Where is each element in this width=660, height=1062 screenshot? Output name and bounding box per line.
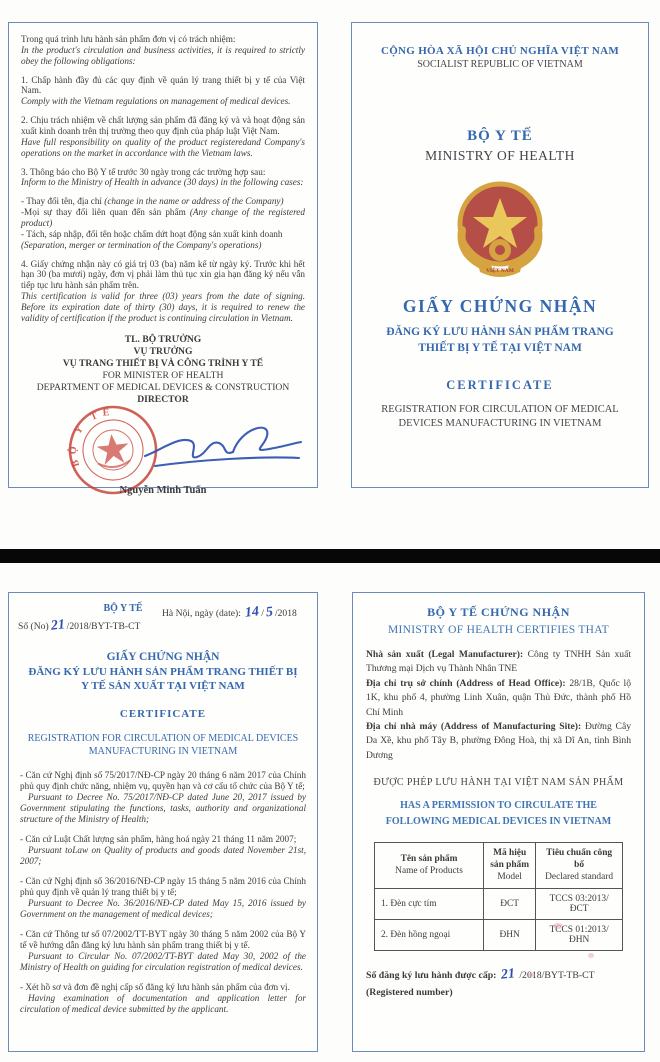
signoff-line-3: VỤ TRANG THIẾT BỊ VÀ CÔNG TRÌNH Y TẾ (62, 357, 264, 369)
citation-2 (20, 834, 306, 867)
signature-icon (139, 416, 307, 478)
page3-certificate-sub: REGISTRATION FOR CIRCULATION OF MEDICAL DEVICES MANUFACTURING IN VIETNAM (27, 732, 299, 757)
product-1-standard: TCCS 03:2013/ĐCT (536, 889, 623, 920)
obligation-2-vi: 2. Chịu trách nhiệm về chất lượng sản phẩm đã đăng ký và và hoạt động sản xuất kinh doanh trên thị trường theo quy định của pháp luật Việt Nam. (21, 115, 305, 137)
obligation-2-en: Have full responsibility on quality of the product registeredand Company's operations on the market in accordance with the Vietnam laws. (21, 136, 305, 158)
header-name-vi: Tên sản phẩm (400, 854, 458, 864)
date-line (162, 605, 297, 621)
signoff-line-6: DIRECTOR (137, 393, 189, 405)
certificate-title-vi: GIẤY CHỨNG NHẬN (402, 296, 598, 316)
scan-divider (0, 549, 660, 563)
registered-number-suffix: /2018/BYT-TB-CT (516, 970, 595, 982)
citation-3-en: Pursuant to Decree No. 36/2016/NĐ-CP dated May 15, 2016 issued by Government on the management of medical devices; (20, 897, 306, 919)
intro-en: In the product's circulation and business activities, it is required to strictly obey the following obligations: (21, 44, 305, 66)
case-2-en: (Any change of the registered product) (21, 207, 305, 229)
case-2 (21, 207, 305, 229)
case-3 (21, 229, 305, 240)
permission-en: HAS A PERMISSION TO CIRCULATE THE FOLLOWING MEDICAL DEVICES IN VIETNAM (385, 800, 612, 828)
page-certification (352, 592, 645, 1052)
stamp-residue (553, 923, 563, 929)
header-standard-en: Declared standard (545, 871, 614, 882)
page-obligations (8, 22, 318, 497)
registered-number-en: (Registered number) (366, 987, 453, 999)
signoff-line-1: TL. BỘ TRƯỞNG (124, 333, 202, 345)
head-office-value: 28/1B, Quốc lộ 1K, khu phố 4, phường Linh Xuân, quận Thủ Đức, thành phố Hồ Chí Minh (366, 677, 631, 718)
header-name (374, 843, 483, 889)
date-sep: / (261, 608, 264, 619)
citation-2-en: Pursuant toLaw on Quality of products and goods dated November 21st, 2007; (20, 844, 306, 866)
citation-5-vi: - Xét hồ sơ và đơn đề nghị cấp số đăng ký lưu hành sản phẩm của đơn vị. (20, 982, 290, 993)
scan-bottom (0, 563, 660, 1062)
manufacturer-block (366, 648, 631, 763)
manufacturing-site-label: Địa chỉ nhà máy (Address of Manufacturing Site): (366, 720, 582, 732)
citation-4-en: Pursuant to Circular No. 07/2002/TT-BYT dated May 30, 2002 of the Ministry of Health on guiding for circulation registration of medical devices. (20, 951, 306, 973)
manufacturer-label: Nhà sản xuất (Legal Manufacturer): (366, 649, 524, 660)
signer-name: Nguyễn Minh Tuấn (119, 485, 207, 497)
case-3-en-line (21, 240, 305, 251)
head-office-label: Địa chỉ trụ sở chính (Address of Head Office): (366, 677, 566, 689)
page3-titles (20, 651, 306, 758)
manufacturing-site-line (366, 720, 631, 763)
date-month-handwritten: 5 (265, 604, 274, 621)
page-cover (351, 22, 649, 488)
products-table (374, 842, 623, 951)
signoff-block (21, 334, 305, 406)
manufacturing-site-value: Đường Cây Da Xề, khu phố Tây B, phường Đông Hoà, thị xã Dĩ An, tỉnh Bình Dương (366, 720, 631, 761)
table-row (374, 889, 622, 920)
product-1-name: 1. Đèn cực tím (374, 889, 483, 920)
citation-3-vi: - Căn cứ Nghị định số 36/2016/NĐ-CP ngày 15 tháng 5 năm 2016 của Chính phủ quy định về quản lý trang thiết bị y tế; (20, 875, 306, 897)
page3-subtitle: ĐĂNG KÝ LƯU HÀNH SẢN PHẨM TRANG THIẾT BỊ Y TẾ SẢN XUẤT TẠI VIỆT NAM (28, 666, 298, 693)
signature-area (21, 408, 305, 504)
nation-title-vi: CỘNG HÒA XÃ HỘI CHỦ NGHĨA VIỆT NAM (380, 45, 620, 57)
stamp-residue (588, 953, 594, 958)
obligation-1-vi: 1. Chấp hành đầy đủ các quy định về quản lý trang thiết bị y tế của Việt Nam. (21, 74, 305, 96)
manufacturer-line (366, 648, 631, 677)
header-standard (536, 843, 623, 889)
number-suffix: /2018/BYT-TB-CT (66, 621, 141, 632)
case-3-vi: - Tách, sáp nhập, đổi tên hoặc chấm dứt hoạt động sản xuất kinh doanh (21, 228, 283, 239)
certifies-title-en: MINISTRY OF HEALTH CERTIFIES THAT (388, 624, 609, 636)
obligation-2 (21, 115, 305, 158)
obligation-4-en: This certification is valid for three (03) years from the date of signing. Before its expiration date of thirty (30) days, it is required to renew the validity of certification if the product is continuing circulation in Vietnam. (21, 291, 305, 323)
product-1-model: ĐCT (484, 889, 536, 920)
certificate-subtitle-vi: ĐĂNG KÝ LƯU HÀNH SẢN PHẨM TRANG THIẾT BỊ Y TẾ TẠI VIỆT NAM (386, 326, 614, 354)
date-day-handwritten: 14 (244, 604, 260, 621)
citation-2-vi: - Căn cứ Luật Chất lượng sản phẩm, hàng hoá ngày 21 tháng 11 năm 2007; (20, 833, 297, 844)
stamp-residue (528, 973, 535, 977)
citation-1-vi: - Căn cứ Nghị định số 75/2017/NĐ-CP ngày 20 tháng 6 năm 2017 của Chính phủ quy định chức năng, nhiệm vụ, quyền hạn và cơ cấu tổ chức của Bộ Y tế; (20, 769, 306, 791)
page3-ministry: BỘ Y TẾ (103, 603, 143, 614)
manufacturer-value: Công ty TNHH Sản xuất Thương mại Dịch vụ Thành Nhân TNE (366, 649, 632, 675)
header-standard-vi: Tiêu chuẩn công bố (546, 848, 613, 870)
signoff-line-4: FOR MINISTER OF HEALTH (102, 369, 224, 381)
national-emblem-icon (450, 178, 550, 284)
case-1 (21, 196, 305, 207)
citation-3 (20, 876, 306, 920)
certificate-subtitle-en: REGISTRATION FOR CIRCULATION OF MEDICAL DEVICES MANUFACTURING IN VIETNAM (381, 404, 619, 430)
nation-title-en: SOCIALIST REPUBLIC OF VIETNAM (417, 59, 583, 70)
certificate-title-en: CERTIFICATE (446, 378, 554, 393)
obligation-4 (21, 259, 305, 324)
product-2-standard: TCCS 01:2013/ĐHN (536, 920, 623, 951)
product-2-name: 2. Đèn hồng ngoại (374, 920, 483, 951)
page3-header (20, 601, 306, 645)
certifies-title-vi: BỘ Y TẾ CHỨNG NHẬN (427, 605, 570, 619)
case-1-en: (change in the name or address of the Company) (104, 196, 284, 207)
obligation-3-vi: 3. Thông báo cho Bộ Y tế trước 30 ngày trong các trường hợp sau: (21, 166, 266, 177)
registered-number-line (366, 967, 631, 983)
case-2-vi: -Mọi sự thay đổi liên quan đến sản phẩm (21, 207, 190, 218)
ministry-title-vi: BỘ Y TẾ (467, 128, 533, 144)
citation-1 (20, 770, 306, 825)
case-3-en: (Separation, merger or termination of the Company's operations) (21, 239, 262, 250)
citation-4 (20, 929, 306, 973)
page-citations (8, 592, 318, 1052)
header-model-en: Model (497, 871, 522, 882)
ministry-title-en: MINISTRY OF HEALTH (425, 148, 575, 163)
date-label: Hà Nội, ngày (date): (162, 608, 241, 619)
header-name-en: Name of Products (395, 865, 463, 876)
number-handwritten: 21 (49, 617, 66, 634)
header-model (484, 843, 536, 889)
document-number (18, 618, 140, 634)
signoff-line-5: DEPARTMENT OF MEDICAL DEVICES & CONSTRUCTION (36, 381, 290, 393)
obligation-1-en: Comply with the Vietnam regulations on management of medical devices. (21, 96, 291, 107)
case-1-vi: - Thay đổi tên, địa chỉ (21, 196, 105, 207)
header-model-vi: Mã hiệu sản phẩm (490, 848, 530, 870)
products-header-row (374, 843, 622, 889)
obligation-3 (21, 167, 305, 189)
head-office-line (366, 677, 631, 720)
number-label: Số (No) (18, 621, 49, 632)
citations-list (20, 770, 306, 1016)
table-row (374, 920, 622, 951)
obligation-4-vi: 4. Giấy chứng nhận này có giá trị 03 (ba) năm kể từ ngày ký. Trước khi hết hạn 30 (ba mươi) ngày, đơn vị phải làm thủ tục xin gia hạn đăng ký nếu vẫn tiếp tục lưu hành sản phẩm trên. (21, 258, 305, 291)
citation-4-vi: - Căn cứ Thông tư số 07/2002/TT-BYT ngày 30 tháng 5 năm 2002 của Bộ Y tế về hướng dẫn đăng ký lưu hành sản phẩm trang thiết bị y tế. (20, 928, 306, 950)
citation-1-en: Pursuant to Decree No. 75/2017/NĐ-CP dated June 20, 2017 issued by Government stipulating the functions, tasks, authority and organizational structure of the Ministry of Health; (20, 791, 306, 824)
signoff-line-2: VỤ TRƯỞNG (133, 345, 193, 357)
registered-number-label: Số đăng ký lưu hành được cấp: (366, 970, 497, 982)
intro-vi: Trong quá trình lưu hành sản phẩm đơn vị có trách nhiệm: (21, 34, 236, 44)
change-cases (21, 196, 305, 250)
seal-text: BỘ Y TẾ (67, 406, 115, 468)
permission-vi: ĐƯỢC PHÉP LƯU HÀNH TẠI VIỆT NAM SẢN PHẨM (373, 777, 624, 789)
page3-certificate: CERTIFICATE (119, 707, 207, 720)
product-2-model: ĐHN (484, 920, 536, 951)
intro-paragraph (21, 34, 305, 67)
page3-title: GIẤY CHỨNG NHẬN (106, 651, 220, 663)
citation-5-en: Having examination of documentation and application letter for circulation of medical device submitted by the applicant. (20, 993, 306, 1015)
obligation-1 (21, 75, 305, 108)
emblem-banner-text: VIỆT NAM (486, 268, 514, 274)
registered-number-handwritten: 21 (500, 966, 516, 984)
obligation-3-en: Inform to the Ministry of Health in advance (30 days) in the following cases: (21, 177, 304, 188)
date-suffix: /2018 (274, 608, 297, 619)
citation-5 (20, 982, 306, 1015)
